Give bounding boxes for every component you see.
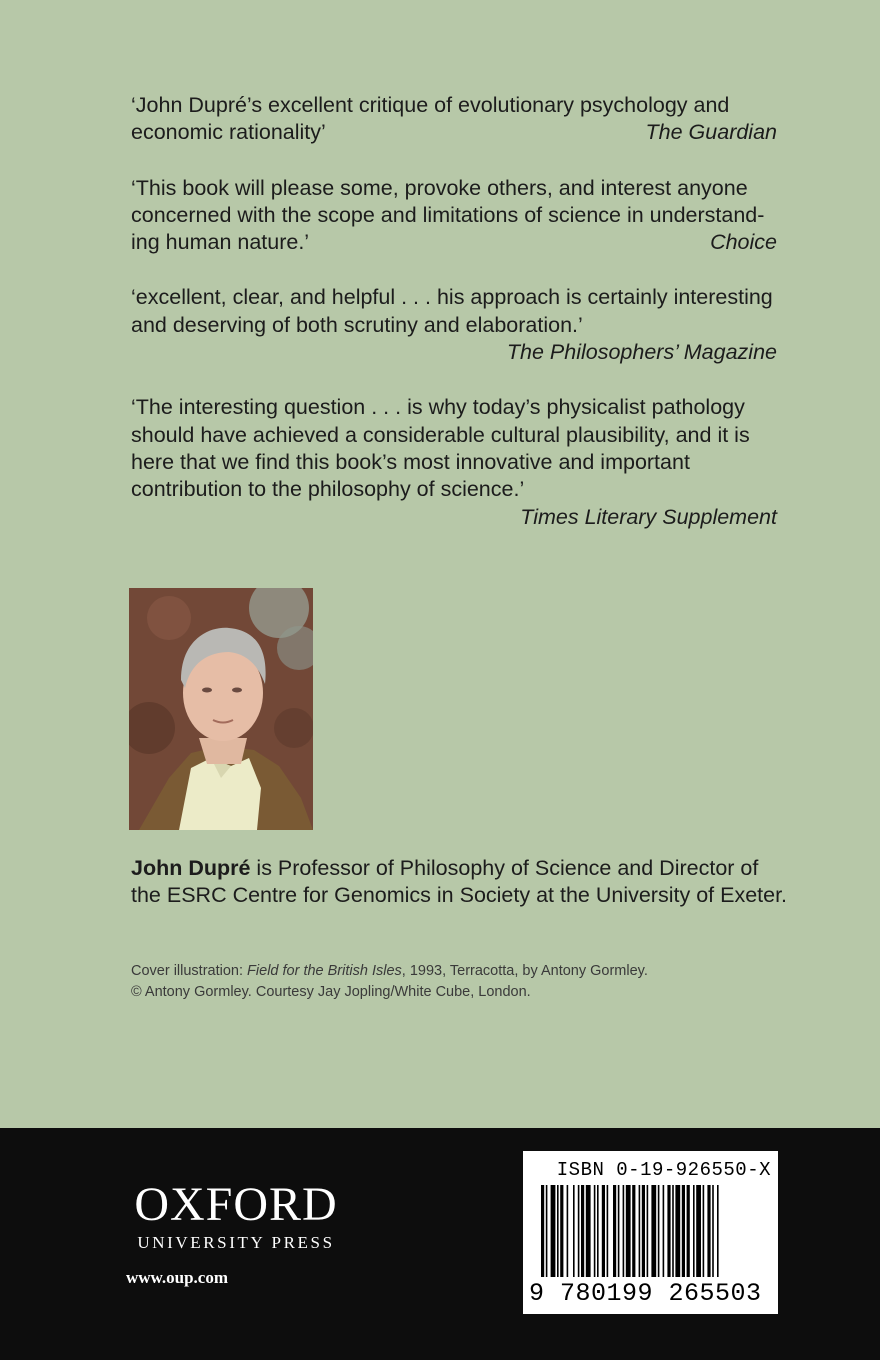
quote-text: ‘excellent, clear, and helpful . . . his approach is certainly interesting and deserving of both scrutiny and elaboration.’	[131, 285, 773, 337]
publisher-subtitle: UNIVERSITY PRESS	[137, 1233, 335, 1252]
barcode-bar	[639, 1185, 641, 1277]
publisher-logo	[125, 1178, 347, 1253]
barcode-bar	[663, 1185, 665, 1277]
barcode-box	[523, 1151, 778, 1314]
barcode-bar	[586, 1185, 591, 1277]
review-quote	[131, 92, 777, 147]
review-quote	[131, 284, 777, 366]
barcode-bar	[642, 1185, 645, 1277]
publisher-name: OXFORD	[134, 1178, 338, 1231]
barcode-bar	[581, 1185, 584, 1277]
barcode-bar	[557, 1185, 559, 1277]
barcode-bar	[618, 1185, 620, 1277]
isbn-label: ISBN 0-19-926550-X	[556, 1159, 771, 1181]
barcode-bar	[546, 1185, 548, 1277]
barcode-bar	[567, 1185, 569, 1277]
barcode-bar	[551, 1185, 556, 1277]
author-bio	[131, 855, 791, 910]
review-quote	[131, 394, 777, 530]
barcode-bar	[578, 1185, 580, 1277]
ean-digits: 9 780199 265503	[529, 1279, 762, 1308]
barcode-bar	[703, 1185, 705, 1277]
author-bio-text: is Professor of Philosophy of Science and Director of the ESRC Centre for Genomics in Society at the University of Exeter.	[131, 856, 788, 908]
author-name: John Dupré	[131, 856, 251, 880]
barcode-bar	[613, 1185, 616, 1277]
quote-source: The Philosophers’ Magazine	[506, 340, 777, 365]
quote-text: ‘John Dupré’s excellent critique of evolutionary psychology and economic rationality’	[131, 93, 730, 145]
barcode-bar	[597, 1185, 599, 1277]
author-portrait-image	[129, 588, 313, 830]
publisher-url[interactable]: www.oup.com	[126, 1268, 229, 1287]
quote-text: ‘This book will please some, provoke others, and interest anyone concerned with the scope and limitations of science in understanding human nature.’	[131, 175, 765, 255]
barcode-bar	[632, 1185, 635, 1277]
barcode-bar	[682, 1185, 685, 1277]
credit-prefix: Cover illustration:	[131, 963, 248, 979]
barcode-bar	[560, 1185, 563, 1277]
barcode-bar	[712, 1185, 714, 1277]
cover-credit	[131, 961, 791, 1003]
quote-source: The Guardian	[645, 120, 777, 145]
barcode-bar	[607, 1185, 609, 1277]
quote-text: ‘The interesting question . . . is why today’s physicalist pathology should have achieved a considerable cultural plausibility, and it is here that we find this book’s most innovative and important contribution to the philosophy of science.’	[131, 395, 750, 502]
barcode-bar	[693, 1185, 695, 1277]
barcode-bar	[707, 1185, 710, 1277]
barcode-bar	[667, 1185, 670, 1277]
barcode-bar	[602, 1185, 605, 1277]
barcode-bar	[647, 1185, 649, 1277]
barcode-bar	[573, 1185, 575, 1277]
barcode-bar	[672, 1185, 674, 1277]
barcode-bar	[626, 1185, 631, 1277]
barcode-bar	[717, 1185, 719, 1277]
artwork-title: Field for the British Isles	[247, 963, 402, 979]
barcode-bar	[541, 1185, 544, 1277]
barcode-image	[535, 1185, 767, 1283]
barcode-bar	[651, 1185, 656, 1277]
quote-source: Times Literary Supplement	[520, 504, 777, 529]
credit-details: , 1993, Terracotta, by Antony Gormley.	[401, 963, 648, 979]
barcode-bar	[594, 1185, 596, 1277]
barcode-bar	[696, 1185, 701, 1277]
review-quotes	[131, 92, 777, 559]
barcode-bar	[658, 1185, 660, 1277]
quote-source: Choice	[710, 230, 777, 255]
barcode-bar	[675, 1185, 680, 1277]
publisher-footer	[0, 1128, 880, 1360]
credit-copyright: © Antony Gormley. Courtesy Jay Jopling/White Cube, London.	[131, 984, 531, 1000]
author-photo	[129, 588, 313, 830]
barcode-bar	[687, 1185, 690, 1277]
barcode-bar	[623, 1185, 625, 1277]
review-quote	[131, 175, 777, 257]
